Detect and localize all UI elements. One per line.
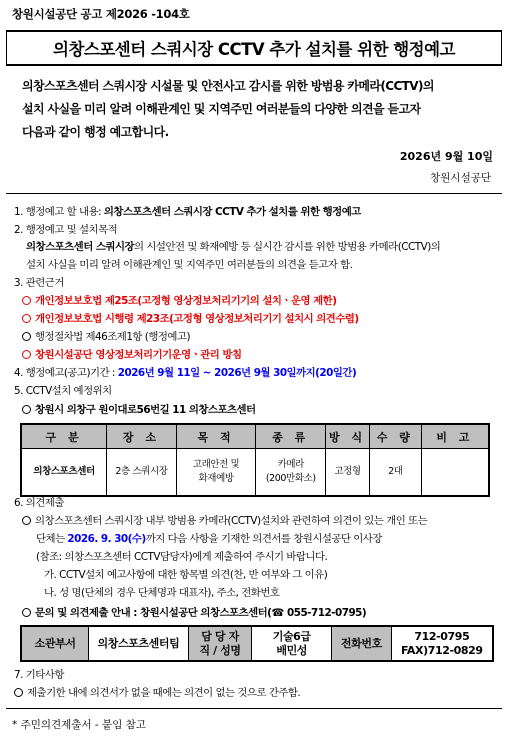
dept-value: 의창스포츠센터팀 — [89, 626, 189, 661]
section-2-title: 2. 행정예고 및 설치목적 — [14, 224, 118, 236]
footnote: * 주민의견제출서 - 붙임 참고 — [12, 719, 146, 731]
inquiry-line: 문의 및 의견제출 안내 : 창원시설공단 의창스포츠센터(☎ 055-712-0795) — [22, 604, 366, 619]
section-6-title: 6. 의견제출 — [14, 497, 64, 509]
notice-date: 2026년 9월 10일 — [399, 150, 493, 163]
table-header: 구 분 — [21, 424, 107, 449]
title-box — [6, 30, 502, 66]
cell-qty: 2대 — [369, 449, 421, 497]
section-4: 4. 행정예고(공고)기간 : 2026년 9월 11일 ~ 2026년 9월 30일까지(20일간) — [14, 367, 357, 379]
table-header-row — [21, 424, 489, 449]
intro-line: 다음과 같이 행정 예고합니다. — [22, 125, 169, 139]
circle-bullet-icon — [22, 314, 31, 323]
circle-bullet-icon — [22, 516, 31, 525]
cell-place: 2층 스쿼시장 — [107, 449, 177, 497]
section-2-line: 설치 사실을 미리 알려 이해관계인 및 지역주민 여러분들의 의견을 듣고자 함. — [26, 259, 353, 271]
section-7-title: 7. 기타사항 — [14, 669, 64, 681]
contact-row — [21, 626, 493, 661]
phone-label: 전화번호 — [332, 626, 392, 661]
circle-bullet-icon — [22, 405, 31, 414]
divider — [6, 193, 502, 194]
issuing-org: 창원시설공단 — [430, 172, 491, 184]
section-6-line: (참조: 의창스포츠센터 CCTV담당자)에게 제출하여 주시기 바랍니다. — [36, 551, 328, 563]
legal-basis-item: 행정절차법 제46조제1항 (행정예고) — [22, 328, 190, 343]
circle-bullet-icon — [22, 350, 31, 359]
section-1: 1. 행정예고 할 내용: 의창스포츠센터 스쿼시장 CCTV 추가 설치를 위한 행정예고 — [14, 206, 361, 218]
circle-bullet-icon — [22, 332, 31, 341]
table-row — [21, 449, 489, 497]
section-6-line: 의창스포츠센터 스쿼시장 내부 방범용 카메라(CCTV)설치와 관련하여 의견이 있는 개인 또는 — [22, 512, 427, 527]
notice-title: 의창스포센터 스쿼시장 CCTV 추가 설치를 위한 행정예고 — [53, 40, 455, 59]
cell-note — [421, 449, 489, 497]
table-header: 비 고 — [421, 424, 489, 449]
legal-basis-item: 개인정보보호법 제25조(고정형 영상정보처리기기의 설치ㆍ운영 제한) — [22, 292, 336, 307]
circle-bullet-icon — [22, 608, 31, 617]
circle-bullet-icon — [22, 296, 31, 305]
install-location: 창원시 의창구 원이대로56번길 11 의창스포츠센터 — [22, 401, 256, 416]
cell-purpose: 고래안전 및 화재예방 — [176, 449, 256, 497]
intro-line: 의창스포츠센터 스쿼시장 시설물 및 안전사고 감시를 위한 방범용 카메라(CCTV)의 — [22, 79, 434, 93]
table-header: 종 류 — [256, 424, 326, 449]
table-header: 방 식 — [326, 424, 370, 449]
cell-method: 고정형 — [326, 449, 370, 497]
section-6-line: 가. CCTV설치 예고사항에 대한 항목별 의견(찬, 반 여부와 그 이유) — [44, 569, 328, 581]
section-2-line: 의창스포츠센터 스쿼시장의 시설안전 및 화재예방 등 실시간 감시를 위한 방범용 카메라(CCTV)의 — [26, 241, 441, 253]
section-5-title: 5. CCTV설치 예정위치 — [14, 385, 112, 397]
divider — [6, 708, 502, 709]
table-header: 목 적 — [176, 424, 256, 449]
legal-basis-item: 창원시설공단 영상정보처리기기운영ㆍ관리 방침 — [22, 346, 242, 361]
cell-type: 카메라 (200만화소) — [256, 449, 326, 497]
section-6-line: 나. 성 명(단체의 경우 단체명과 대표자), 주소, 전화번호 — [44, 587, 280, 599]
section-6-line: 단체는 2026. 9. 30(수)까지 다음 사항을 기재한 의견서를 창원시설공단 이사장 — [36, 533, 382, 545]
dept-label: 소관부서 — [21, 626, 89, 661]
table-header: 장 소 — [107, 424, 177, 449]
cctv-table — [20, 423, 490, 497]
person-label: 담 당 자 직 / 성명 — [188, 626, 252, 661]
circle-bullet-icon — [14, 688, 23, 697]
legal-basis-item: 개인정보보호법 시행령 제23조(고정형 영상정보처리기기 설치시 의견수렴) — [22, 310, 359, 325]
phone-value: 712-0795 FAX)712-0829 — [391, 626, 493, 661]
contact-table — [20, 625, 494, 662]
intro-paragraph — [22, 75, 492, 144]
section-7-line: 제출기한 내에 의견서가 없을 때에는 의견이 없는 것으로 간주함. — [14, 684, 300, 699]
notice-number: 창원시설공단 공고 제2026 -104호 — [12, 7, 190, 21]
intro-line: 설치 사실을 미리 알려 이해관계인 및 지역주민 여러분들의 다양한 의견을 듣고자 — [22, 102, 421, 116]
cell-category: 의창스포츠센터 — [21, 449, 107, 497]
section-3-title: 3. 관련근거 — [14, 277, 64, 289]
table-header: 수 량 — [369, 424, 421, 449]
person-value: 기술6급 배민성 — [252, 626, 332, 661]
